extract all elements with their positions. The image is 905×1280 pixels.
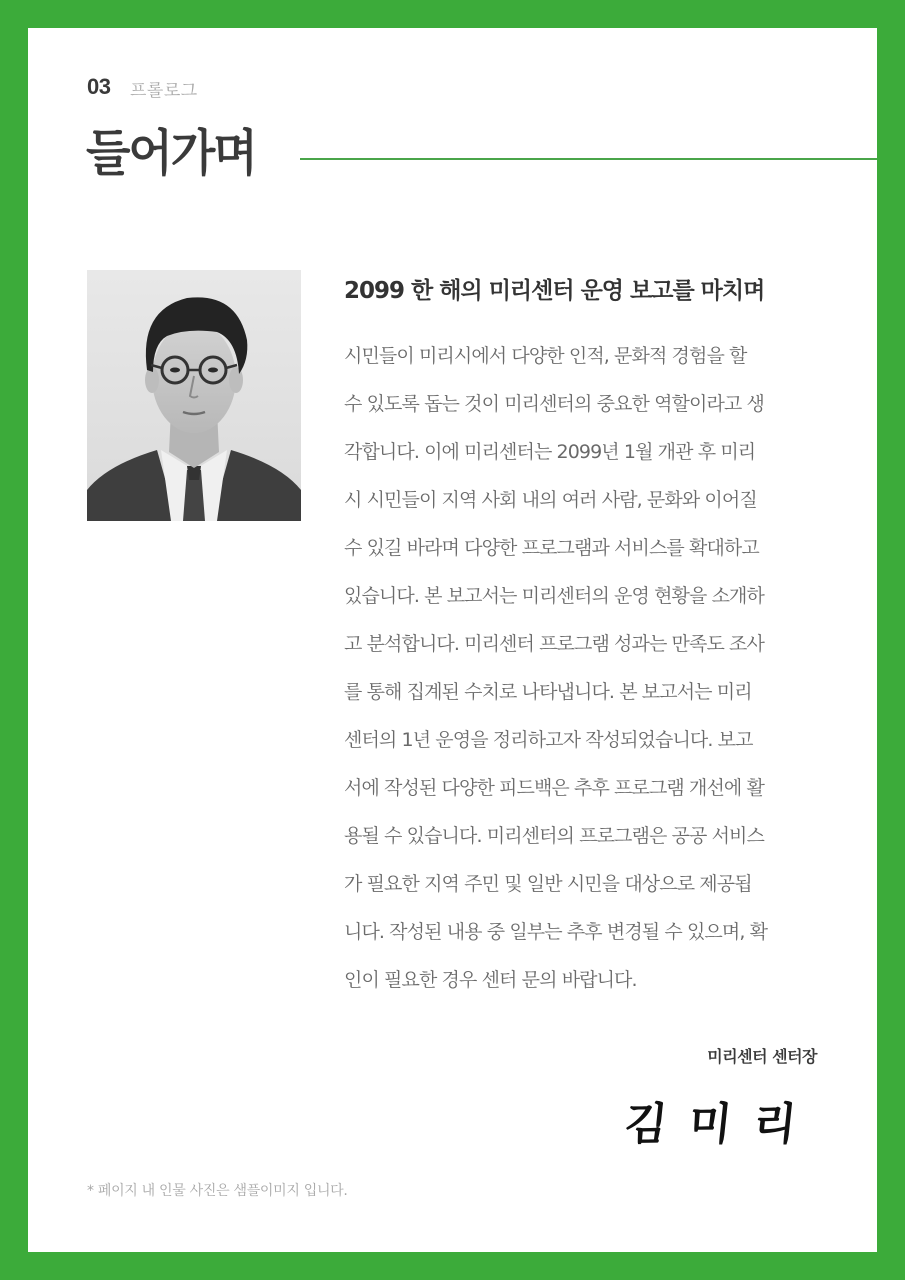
article-subtitle: 2099 한 해의 미리센터 운영 보고를 마치며 [344, 278, 765, 304]
body-line: 시민들이 미리시에서 다양한 인적, 문화적 경험을 할 [344, 345, 747, 367]
article-body [344, 332, 819, 1004]
body-line: 수 있길 바라며 다양한 프로그램과 서비스를 확대하고 [344, 537, 759, 559]
body-line: 를 통해 집계된 수치로 나타냅니다. 본 보고서는 미리 [344, 681, 752, 703]
body-line: 니다. 작성된 내용 중 일부는 추후 변경될 수 있으며, 확 [344, 921, 768, 943]
body-line: 인이 필요한 경우 센터 문의 바랍니다. [344, 969, 637, 991]
body-line: 용될 수 있습니다. 미리센터의 프로그램은 공공 서비스 [344, 825, 764, 847]
signature-name: 김미리 [622, 1099, 822, 1150]
title-divider [300, 158, 877, 160]
signature-role: 미리센터 센터장 [707, 1047, 817, 1066]
body-line: 고 분석합니다. 미리센터 프로그램 성과는 만족도 조사 [344, 633, 764, 655]
body-line: 수 있도록 돕는 것이 미리센터의 중요한 역할이라고 생 [344, 393, 764, 415]
body-line: 센터의 1년 운영을 정리하고자 작성되었습니다. 보고 [344, 729, 753, 751]
body-line: 서에 작성된 다양한 피드백은 추후 프로그램 개선에 활 [344, 777, 764, 799]
page-title: 들어가며 [86, 123, 256, 182]
body-line: 시 시민들이 지역 사회 내의 여러 사람, 문화와 이어질 [344, 489, 757, 511]
body-line: 가 필요한 지역 주민 및 일반 시민을 대상으로 제공됩 [344, 873, 752, 895]
body-line: 있습니다. 본 보고서는 미리센터의 운영 현황을 소개하 [344, 585, 764, 607]
photo-footnote: * 페이지 내 인물 사진은 샘플이미지 입니다. [87, 1183, 348, 1199]
section-label: 프롤로그 [130, 81, 198, 101]
section-number: 03 [87, 74, 111, 99]
page-card [28, 28, 877, 1252]
body-line: 각합니다. 이에 미리센터는 2099년 1월 개관 후 미리 [344, 441, 756, 463]
person-portrait-icon [87, 270, 301, 521]
portrait-photo [87, 270, 301, 521]
